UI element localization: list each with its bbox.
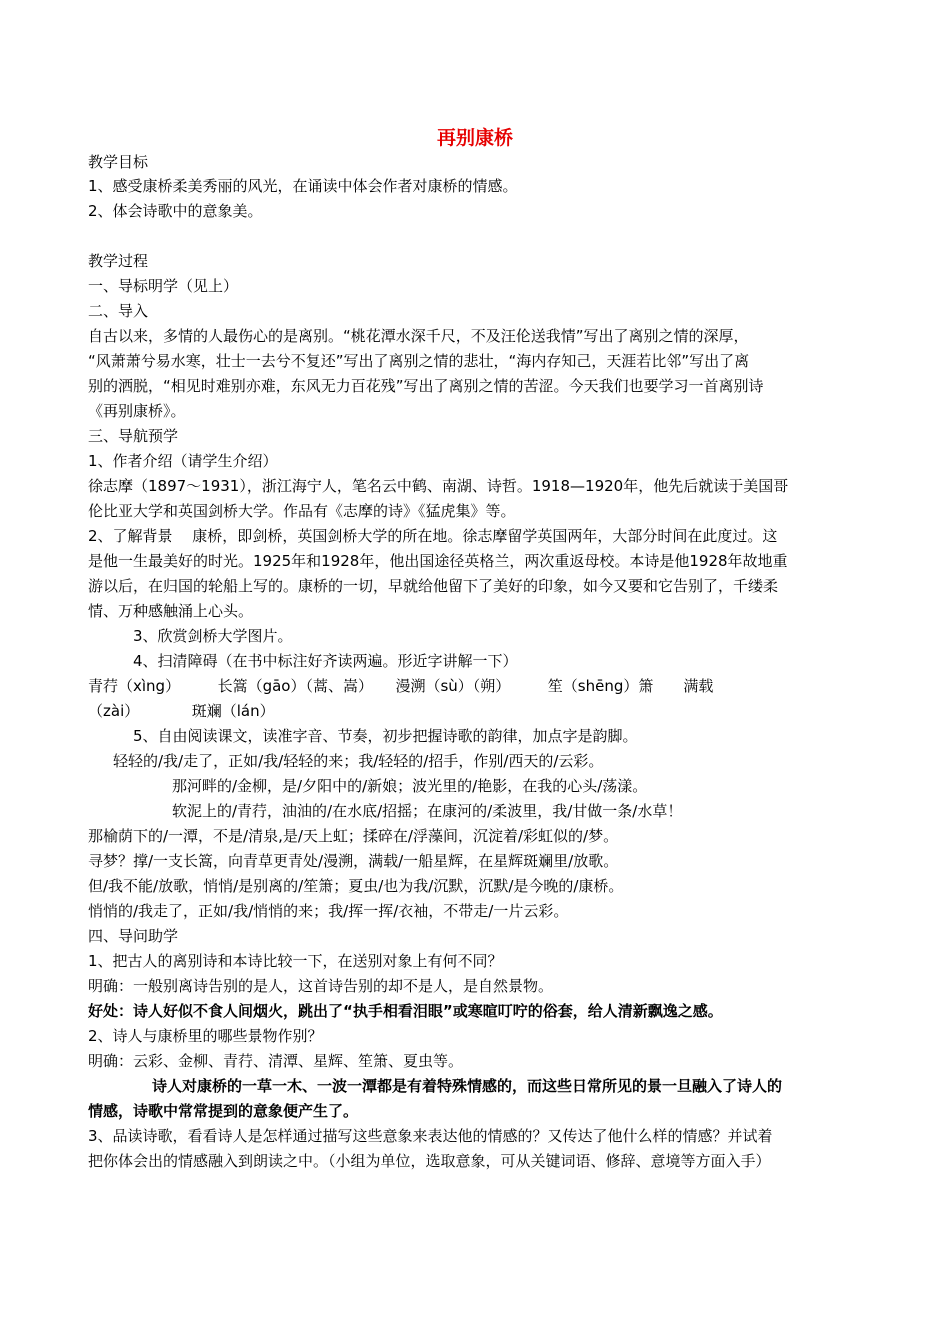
text-line: 明确：一般别离诗告别的是人，这首诗告别的却不是人，是自然景物。: [88, 977, 554, 995]
poem-line: 但/我不能/放歌，悄悄/是别离的/笙箫；夏虫/也为我/沉默，沉默/是今晚的/康桥。: [88, 877, 624, 895]
text-line: 《再别康桥》。: [88, 402, 186, 420]
text-line: 1、作者介绍（请学生介绍）: [88, 452, 278, 470]
text-line: “风萧萧兮易水寒，壮士一去兮不复还”写出了离别之情的悲壮，“海内存知己，天涯若比邻”写出了离: [88, 352, 750, 370]
text-line: 5、自由阅读课文，读准字音、节奏，初步把握诗歌的韵律，加点字是韵脚。: [133, 727, 638, 745]
text-line: 把你体会出的情感融入到朗读之中。（小组为单位，选取意象，可从关键词语、修辞、意境等方面入手）: [88, 1152, 771, 1170]
text-line: 2、诗人与康桥里的哪些景物作别？: [88, 1027, 323, 1045]
poem-line: 寻梦？撑/一支长篙，向青草更青处/漫溯，满载/一船星辉，在星辉斑斓里/放歌。: [88, 852, 619, 870]
text-line: 2、体会诗歌中的意象美。: [88, 202, 263, 220]
text-line: （zài） 斑斓（lán）: [88, 702, 275, 720]
text-line: 徐志摩（1897～1931），浙江海宁人，笔名云中鹤、南湖、诗哲。1918—1920年，他先后就读于美国哥: [88, 477, 789, 495]
section-heading: 教学目标: [88, 153, 149, 171]
text-line: 3、品读诗歌，看看诗人是怎样通过描写这些意象来表达他的情感的？又传达了他什么样的情感？并试着: [88, 1127, 773, 1145]
text-line: 3、欣赏剑桥大学图片。: [133, 627, 293, 645]
poem-line: 那河畔的/金柳，是/夕阳中的/新娘；波光里的/艳影，在我的心头/荡漾。: [172, 777, 648, 795]
poem-line: 轻轻的/我/走了，正如/我/轻轻的来；我/轻轻的/招手，作别/西天的/云彩。: [113, 752, 604, 770]
benefit-label: 好处：: [88, 1002, 134, 1020]
section-heading: 四、导问助学: [88, 927, 179, 945]
poem-line: 软泥上的/青荇，油油的/在水底/招摇；在康河的/柔波里，我/甘做一条/水草！: [172, 802, 683, 820]
text-line: 青荇（xìng） 长篙（gāo）（蒿、嵩） 漫溯（sù）（朔） 笙（shēng）箫 满载: [88, 677, 714, 695]
text-line-bold: [88, 999, 868, 1023]
text-line: 二、导入: [88, 302, 149, 320]
text-line: 1、把古人的离别诗和本诗比较一下，在送别对象上有何不同？: [88, 952, 503, 970]
text-line-bold: 诗人对康桥的一草一木、一波一潭都是有着特殊情感的，而这些日常所见的景一旦融入了诗人的: [152, 1077, 783, 1095]
text-line: 游以后，在归国的轮船上写的。康桥的一切，早就给他留下了美好的印象，如今又要和它告别了，千缕柔: [88, 577, 779, 595]
text-line: 1、感受康桥柔美秀丽的风光，在诵读中体会作者对康桥的情感。: [88, 177, 518, 195]
text-line: 2、了解背景 康桥，即剑桥，英国剑桥大学的所在地。徐志摩留学英国两年，大部分时间在此度过。这: [88, 527, 778, 545]
text-line: 伦比亚大学和英国剑桥大学。作品有《志摩的诗》《猛虎集》等。: [88, 502, 516, 520]
text-line: 明确：云彩、金柳、青荇、清潭、星辉、笙箫、夏虫等。: [88, 1052, 464, 1070]
document-title: 再别康桥: [436, 127, 513, 149]
text-line: 别的洒脱，“相见时难别亦难，东风无力百花残”写出了离别之情的苦涩。今天我们也要学习一首离别诗: [88, 377, 764, 395]
text-line: 一、导标明学（见上）: [88, 277, 239, 295]
poem-line: 悄悄的/我走了，正如/我/悄悄的来；我/挥一挥/衣袖，不带走/一片云彩。: [88, 902, 569, 920]
text-line-bold: 情感，诗歌中常常提到的意象便产生了。: [88, 1102, 359, 1120]
text-line: 是他一生最美好的时光。1925年和1928年，他出国途径英格兰，两次重返母校。本诗是他1928年故地重: [88, 552, 788, 570]
benefit-text: 诗人好似不食人间烟火，跳出了“执手相看泪眼”或寒暄叮咛的俗套，给人清新飘逸之感。: [133, 1002, 723, 1020]
text-line: 三、导航预学: [88, 427, 179, 445]
poem-line: 那榆荫下的/一潭，不是/清泉,是/天上虹；揉碎在/浮藻间，沉淀着/彩虹似的/梦。: [88, 827, 619, 845]
section-heading: 教学过程: [88, 252, 149, 270]
text-line: 自古以来，多情的人最伤心的是离别。“桃花潭水深千尺，不及汪伦送我情”写出了离别之情的深厚，: [88, 327, 749, 345]
text-line: 情、万种感触涌上心头。: [88, 602, 254, 620]
text-line: 4、扫清障碍（在书中标注好齐读两遍。形近字讲解一下）: [133, 652, 518, 670]
